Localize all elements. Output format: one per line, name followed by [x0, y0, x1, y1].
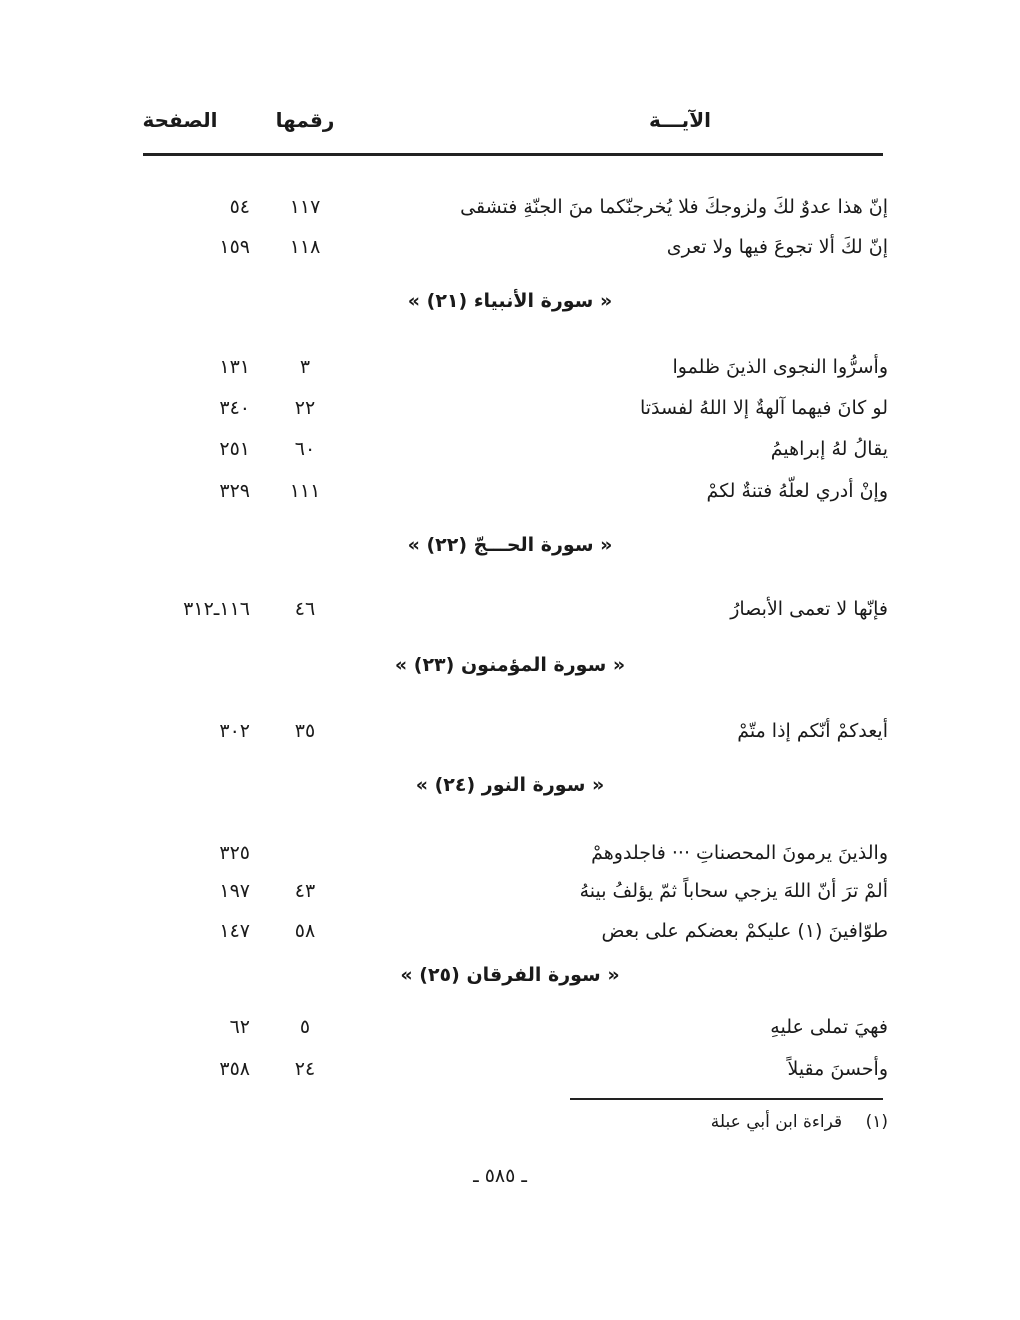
column-header-number: رقمها	[275, 108, 335, 132]
column-header-page: الصفحة	[142, 108, 218, 132]
page-ref: ٣٥٨	[219, 1058, 250, 1080]
table-row	[0, 716, 1020, 746]
verse-number: ١١٧	[289, 196, 321, 218]
footnote-text: قراءة ابن أبي عبلة	[710, 1112, 843, 1132]
surah-heading: « سورة الأنبياء (٢١) »	[407, 290, 613, 312]
table-row	[0, 232, 1020, 262]
surah-heading: « سورة المؤمنون (٢٣) »	[394, 654, 626, 676]
verse-text: إنّ لكَ ألا تجوعَ فيها ولا تعرى	[666, 236, 888, 258]
verse-text: فهيَ تملى عليهِ	[770, 1016, 888, 1038]
column-header-ayah: الآيـــة	[649, 108, 711, 132]
page-ref: ٢٥١	[219, 438, 250, 460]
verse-text: فإنّها لا تعمى الأبصارُ	[730, 598, 888, 620]
table-row	[0, 352, 1020, 382]
verse-text: وإنْ أدري لعلّهُ فتنةٌ لكمْ	[706, 480, 888, 502]
verse-text: وأحسنَ مقيلاً	[787, 1058, 888, 1080]
table-row	[0, 192, 1020, 222]
verse-number: ٢٤	[294, 1058, 316, 1080]
verse-text: لو كانَ فيهما آلهةٌ إلا اللهُ لفسدَتا	[639, 397, 888, 419]
verse-number: ٤٦	[294, 598, 316, 620]
table-row	[0, 594, 1020, 624]
table-row	[0, 838, 1020, 868]
table-row	[0, 1012, 1020, 1042]
verse-text: والذينَ يرمونَ المحصناتِ ··· فاجلدوهمْ	[591, 842, 888, 864]
page-ref: ١٣١	[219, 356, 250, 378]
page-ref: ٣٤٠	[219, 397, 250, 419]
page-ref: ٦٢	[229, 1016, 250, 1038]
footnote-mark: (١)	[865, 1112, 888, 1132]
verse-number: ١١٨	[289, 236, 321, 258]
verse-number: ١١١	[289, 480, 321, 502]
verse-text: طوّافينَ (١) عليكمْ بعضكم على بعض	[601, 920, 888, 942]
verse-number: ٤٣	[294, 880, 316, 902]
verse-number: ٣٥	[294, 720, 316, 742]
surah-heading: « سورة النور (٢٤) »	[415, 774, 605, 796]
page-ref: ١١٦ـ٣١٢	[183, 598, 250, 620]
page-ref: ١٥٩	[219, 236, 250, 258]
page-ref: ١٤٧	[219, 920, 250, 942]
surah-heading: « سورة الفرقان (٢٥) »	[400, 964, 620, 986]
verse-number: ٥	[299, 1016, 311, 1038]
page-ref: ٣٠٢	[219, 720, 250, 742]
header-rule	[143, 153, 883, 156]
verse-text: إنّ هذا عدوٌ لكَ ولزوجكَ فلا يُخرجنّكما منَ الجنّةِ فتشقى	[460, 196, 888, 218]
page-ref: ٣٢٩	[219, 480, 250, 502]
page-number: ـ ٥٨٥ ـ	[473, 1165, 527, 1187]
footnote	[711, 1108, 888, 1136]
page-ref: ٥٤	[229, 196, 250, 218]
verse-number: ٢٢	[294, 397, 316, 419]
verse-text: يقالُ لهُ إبراهيمُ	[770, 438, 888, 460]
table-row	[0, 916, 1020, 946]
footnote-rule	[570, 1098, 883, 1100]
verse-number: ٥٨	[294, 920, 316, 942]
page-ref: ١٩٧	[219, 880, 250, 902]
verse-text: أيعدكمْ أنّكم إذا متّمْ	[737, 720, 888, 742]
table-row	[0, 476, 1020, 506]
page-ref: ٣٢٥	[219, 842, 250, 864]
table-row	[0, 393, 1020, 423]
verse-text: ألمْ ترَ أنّ اللهَ يزجي سحاباً ثمّ يؤلفُ بينهُ	[579, 880, 888, 902]
verse-text: وأسرُّوا النجوى الذينَ ظلموا	[672, 356, 888, 378]
verse-number: ٣	[299, 356, 311, 378]
table-row	[0, 434, 1020, 464]
surah-heading: « سورة الحـــجّ (٢٢) »	[407, 534, 613, 556]
verse-number: ٦٠	[294, 438, 316, 460]
table-row	[0, 876, 1020, 906]
table-row	[0, 1054, 1020, 1084]
